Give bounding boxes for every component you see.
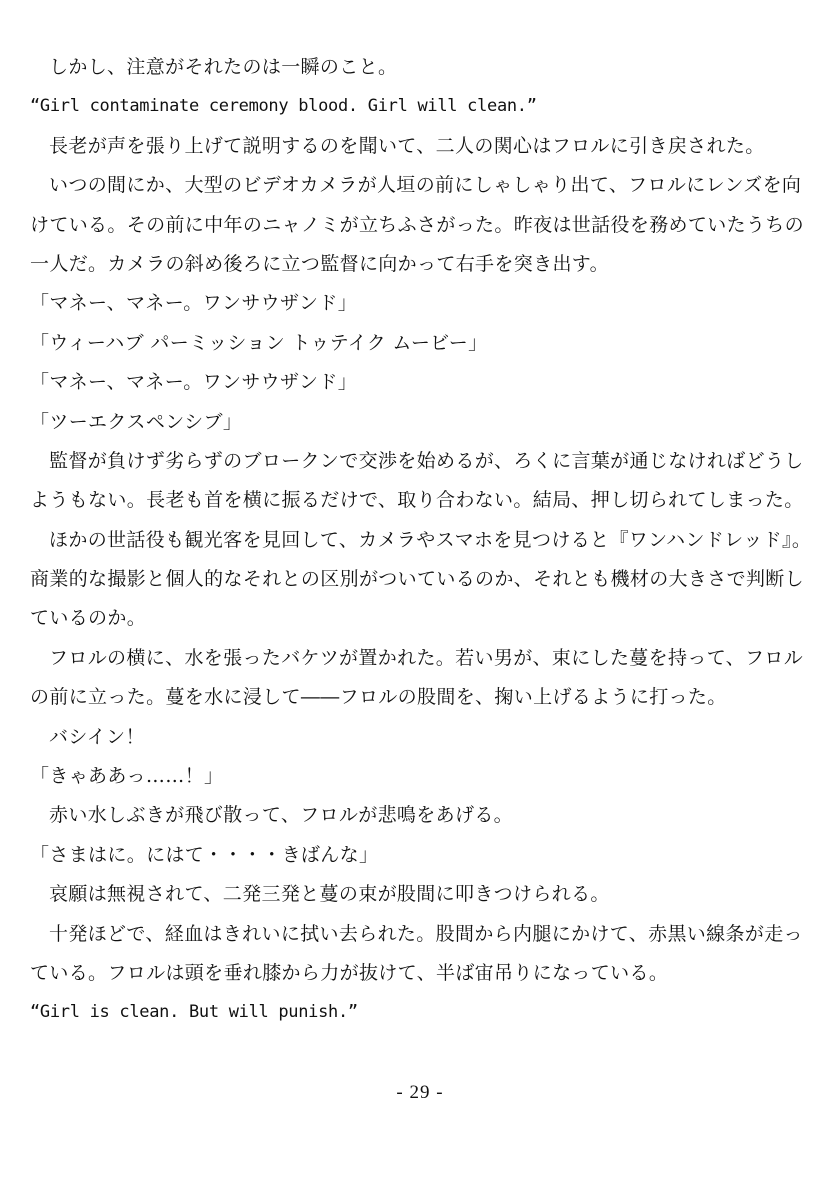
body-text <box>30 48 815 1033</box>
ruby-base-text: ん <box>320 843 340 866</box>
ruby-base-segment <box>301 836 320 875</box>
dialog-line: 「ウィーハブ パーミッション トゥテイク ムービー」 <box>30 331 488 354</box>
text-line: フロルの横に、水を張ったバケツが置かれた。若い男が、束にした蔓を持って、フロル <box>49 646 804 669</box>
ruby-base-segment <box>320 836 339 875</box>
text-line: ほかの世話役も観光客を見回して、カメラやスマホを見つけると『ワンハンドレッド』。 <box>49 528 812 551</box>
text-line-sound-effect: バシイン！ <box>49 725 145 748</box>
dialog-line: 「マネー、マネー。ワンサウザンド」 <box>30 292 358 315</box>
dialog-line: 「ツーエクスペンシブ」 <box>30 410 243 433</box>
ruby-line-after: な」 <box>339 843 379 866</box>
text-line: 十発ほどで、経血はきれいに拭い去られた。股間から内腿にかけて、赤黒い線条が走っ <box>49 922 803 945</box>
text-line: ている。フロルは頭を垂れ膝から力が抜けて、半ば宙吊りになっている。 <box>30 961 669 984</box>
text-line: ようもない。長老も首を横に振るだけで、取り合わない。結局、押し切られてしまった。 <box>30 489 804 512</box>
text-line: けている。その前に中年のニャノミが立ちふさがった。昨夜は世話役を務めていたうちの <box>30 213 805 236</box>
text-line: しかし、注意がそれたのは一瞬のこと。 <box>49 56 398 78</box>
dialog-line-with-ruby <box>30 836 815 875</box>
ruby-base-segment <box>282 836 301 875</box>
dialog-line: 「きゃああっ……！」 <box>30 765 224 788</box>
text-line: いつの間にか、大型のビデオカメラが人垣の前にしゃしゃり出て、フロルにレンズを向 <box>49 174 802 197</box>
page-number: - 29 - <box>396 1082 444 1103</box>
text-line: 赤い水しぶきが飛び散って、フロルが悲鳴をあげる。 <box>49 804 514 827</box>
dialog-line: 「マネー、マネー。ワンサウザンド」 <box>30 371 358 394</box>
text-line-english-dialog: “Girl contaminate ceremony blood. Girl will clean.” <box>30 96 537 117</box>
text-line: 監督が負けず劣らずのブロークンで交渉を始めるが、ろくに言葉が通じなければどうし <box>49 449 804 472</box>
text-line: の前に立った。蔓を水に浸して――フロルの股間を、掬い上げるように打った。 <box>30 686 727 709</box>
text-line: ているのか。 <box>30 607 147 630</box>
text-line-english-dialog: “Girl is clean. But will punish.” <box>30 1002 358 1023</box>
ruby-line-before: 「さまはに。にはて・・・・ <box>30 843 282 866</box>
ruby-base-text: ば <box>300 843 321 866</box>
ruby-base-text: き <box>281 843 301 866</box>
text-line: 一人だ。カメラの斜め後ろに立つ監督に向かって右手を突き出す。 <box>30 252 609 275</box>
text-line: 商業的な撮影と個人的なそれとの区別がついているのか、それとも機材の大きさで判断し <box>30 568 805 591</box>
text-line: 哀願は無視されて、二発三発と蔓の束が股間に叩きつけられる。 <box>49 883 610 906</box>
text-line: 長老が声を張り上げて説明するのを聞いて、二人の関心はフロルに引き戻された。 <box>49 134 765 157</box>
